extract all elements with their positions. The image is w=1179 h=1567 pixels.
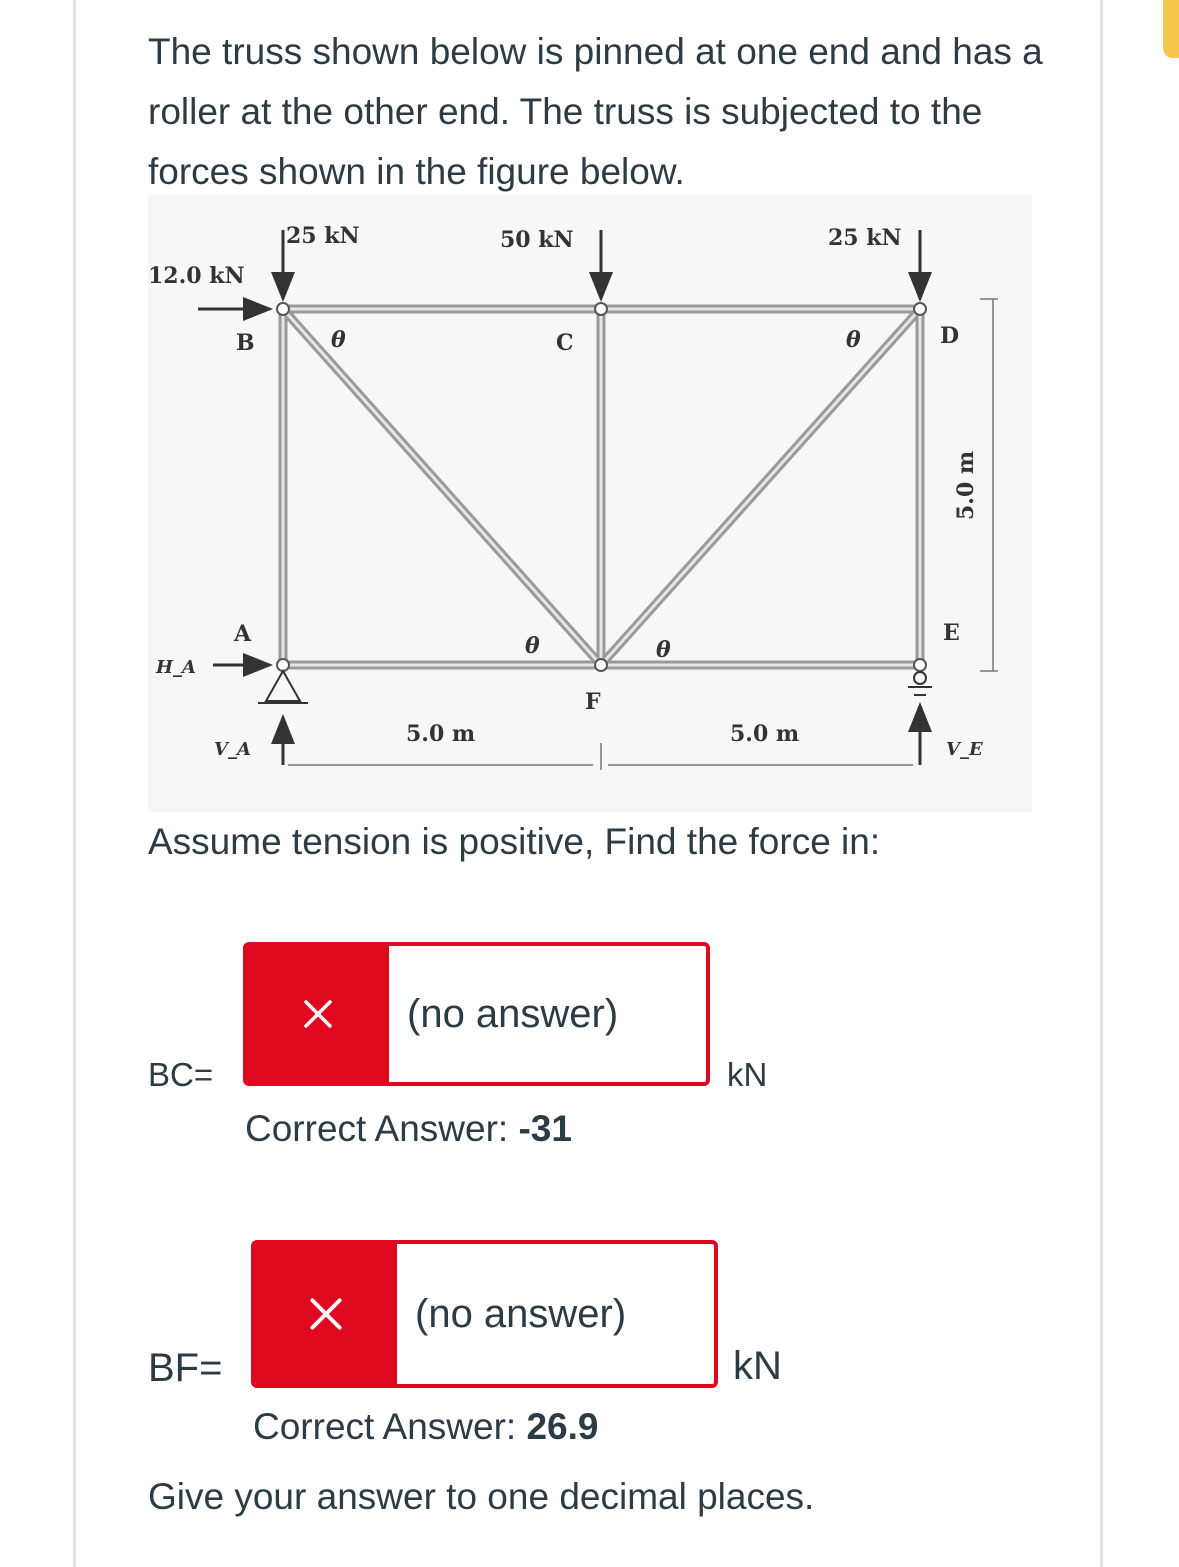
answer-field-bf[interactable] — [251, 1240, 718, 1388]
correct-answer-prefix: Correct Answer: — [245, 1108, 509, 1149]
reaction-label-va: V_A — [214, 739, 251, 760]
load-label-d: 25 kN — [828, 225, 902, 251]
node-label-b: B — [236, 330, 255, 356]
correct-answer-prefix: Correct Answer: — [253, 1406, 517, 1447]
dimension-label-left: 5.0 m — [406, 721, 476, 747]
reaction-label-ve: V_E — [946, 739, 983, 760]
question-label-bc: BC= — [148, 1056, 214, 1093]
incorrect-mark — [247, 946, 389, 1082]
correct-answer-bc — [245, 1108, 572, 1150]
question-label-bf: BF= — [148, 1346, 223, 1390]
unit-label-bf: kN — [733, 1344, 782, 1388]
rounding-note: Give your answer to one decimal places. — [148, 1476, 815, 1517]
node-label-c: C — [556, 330, 574, 356]
angle-label: θ — [525, 633, 540, 659]
close-icon — [303, 999, 333, 1029]
node-label-f: F — [585, 689, 601, 715]
instruction-text: Assume tension is positive, Find the force in: — [148, 821, 881, 862]
answer-value-bf: (no answer) — [415, 1291, 627, 1336]
angle-label: θ — [656, 637, 671, 663]
node-label-a: A — [234, 621, 252, 647]
close-icon — [309, 1297, 343, 1331]
corner-tab — [1163, 0, 1179, 58]
correct-answer-bf — [253, 1406, 599, 1448]
node-label-e: E — [943, 620, 960, 646]
answer-value-bc: (no answer) — [407, 991, 619, 1036]
answer-field-bc[interactable] — [243, 942, 710, 1086]
reaction-label-ha: H_A — [156, 657, 196, 678]
roller-support — [908, 672, 932, 695]
load-label-b: 25 kN — [286, 223, 360, 249]
question-intro: The truss shown below is pinned at one end and has a roller at the other end. The truss is subjected to the forces shown in the figure below. — [148, 31, 1043, 192]
unit-label-bc: kN — [727, 1056, 768, 1093]
angle-label: θ — [331, 327, 346, 353]
angle-label: θ — [846, 327, 861, 353]
load-label-horizontal: 12.0 kN — [148, 263, 245, 289]
dimension-label-height: 5.0 m — [953, 450, 979, 520]
node-label-d: D — [940, 323, 960, 349]
incorrect-mark — [255, 1244, 397, 1384]
pin-support — [258, 671, 308, 703]
correct-answer-value: -31 — [518, 1108, 572, 1149]
truss-figure — [148, 195, 1032, 812]
correct-answer-value: 26.9 — [526, 1406, 599, 1447]
load-label-c: 50 kN — [500, 227, 574, 253]
dimension-label-right: 5.0 m — [730, 721, 800, 747]
